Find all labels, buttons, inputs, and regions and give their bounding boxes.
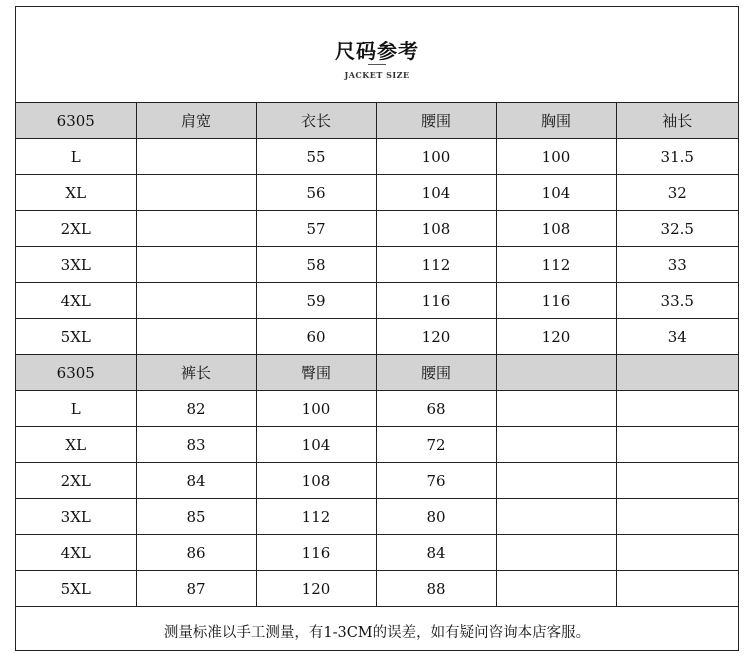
table-cell: 76	[376, 463, 496, 499]
table-cell: 33	[616, 247, 738, 283]
table-row	[16, 535, 738, 571]
size-label: L	[16, 139, 136, 175]
column-header: 腰围	[376, 355, 496, 391]
table-row	[16, 427, 738, 463]
column-header: 裤长	[136, 355, 256, 391]
table-cell: 112	[496, 247, 616, 283]
size-label: 5XL	[16, 571, 136, 607]
table-cell: 116	[256, 535, 376, 571]
table-cell: 116	[376, 283, 496, 319]
size-label: 4XL	[16, 283, 136, 319]
table-cell: 83	[136, 427, 256, 463]
size-label: 3XL	[16, 247, 136, 283]
table-cell: 108	[256, 463, 376, 499]
table-cell: 60	[256, 319, 376, 355]
table-cell: 56	[256, 175, 376, 211]
table-cell: 104	[376, 175, 496, 211]
table-row	[16, 139, 738, 175]
table-cell: 32.5	[616, 211, 738, 247]
column-header: 肩宽	[136, 103, 256, 139]
table-cell: 112	[256, 499, 376, 535]
table-cell	[496, 499, 616, 535]
table-cell: 86	[136, 535, 256, 571]
table-cell	[496, 535, 616, 571]
table-row	[16, 247, 738, 283]
size-chart	[15, 6, 739, 651]
table-cell: 108	[376, 211, 496, 247]
table-cell	[136, 247, 256, 283]
table-header-row	[16, 103, 738, 139]
page-title: 尺码参考	[335, 39, 419, 63]
size-label: 2XL	[16, 463, 136, 499]
pants-size-table	[16, 354, 738, 607]
table-cell	[136, 319, 256, 355]
table-cell: 100	[376, 139, 496, 175]
column-header: 臀围	[256, 355, 376, 391]
size-label: 4XL	[16, 535, 136, 571]
column-header: 袖长	[616, 103, 738, 139]
size-label: 2XL	[16, 211, 136, 247]
table-cell: 31.5	[616, 139, 738, 175]
size-label: L	[16, 391, 136, 427]
size-label: XL	[16, 175, 136, 211]
table-cell	[616, 427, 738, 463]
table-cell	[616, 499, 738, 535]
table-cell: 32	[616, 175, 738, 211]
table-cell: 120	[496, 319, 616, 355]
table-cell: 100	[256, 391, 376, 427]
table-cell: 33.5	[616, 283, 738, 319]
table-cell	[136, 211, 256, 247]
column-header: 胸围	[496, 103, 616, 139]
table-cell: 88	[376, 571, 496, 607]
table-cell	[136, 175, 256, 211]
page-subtitle: JACKET SIZE	[344, 70, 410, 80]
table-cell: 120	[376, 319, 496, 355]
column-header: 6305	[16, 355, 136, 391]
table-cell: 116	[496, 283, 616, 319]
table-cell: 58	[256, 247, 376, 283]
table-cell	[136, 283, 256, 319]
table-row	[16, 211, 738, 247]
size-label: 5XL	[16, 319, 136, 355]
table-cell: 85	[136, 499, 256, 535]
table-cell: 34	[616, 319, 738, 355]
column-header: 腰围	[376, 103, 496, 139]
table-cell: 80	[376, 499, 496, 535]
size-label: 3XL	[16, 499, 136, 535]
table-cell: 87	[136, 571, 256, 607]
table-cell: 72	[376, 427, 496, 463]
table-cell: 68	[376, 391, 496, 427]
jacket-size-table	[16, 102, 738, 355]
column-header: 6305	[16, 103, 136, 139]
table-cell: 112	[376, 247, 496, 283]
table-cell: 120	[256, 571, 376, 607]
table-row	[16, 571, 738, 607]
column-header: 衣长	[256, 103, 376, 139]
table-cell: 104	[496, 175, 616, 211]
table-cell: 84	[376, 535, 496, 571]
size-label: XL	[16, 427, 136, 463]
table-row	[16, 319, 738, 355]
table-cell: 59	[256, 283, 376, 319]
table-cell	[496, 463, 616, 499]
column-header	[616, 355, 738, 391]
title-area	[16, 7, 738, 103]
measurement-note: 测量标准以手工测量，有1-3CM的误差，如有疑问咨询本店客服。	[163, 625, 591, 641]
table-cell	[616, 463, 738, 499]
table-cell: 57	[256, 211, 376, 247]
table-cell: 84	[136, 463, 256, 499]
table-row	[16, 391, 738, 427]
table-cell	[616, 535, 738, 571]
table-cell	[616, 571, 738, 607]
table-row	[16, 283, 738, 319]
table-cell: 55	[256, 139, 376, 175]
table-cell	[496, 571, 616, 607]
table-row	[16, 175, 738, 211]
column-header	[496, 355, 616, 391]
title-divider	[368, 64, 386, 65]
table-cell	[616, 391, 738, 427]
table-cell: 108	[496, 211, 616, 247]
table-row	[16, 499, 738, 535]
table-cell	[496, 391, 616, 427]
table-cell	[496, 427, 616, 463]
table-header-row	[16, 355, 738, 391]
table-row	[16, 463, 738, 499]
table-cell: 104	[256, 427, 376, 463]
table-cell: 82	[136, 391, 256, 427]
table-cell	[136, 139, 256, 175]
table-cell: 100	[496, 139, 616, 175]
